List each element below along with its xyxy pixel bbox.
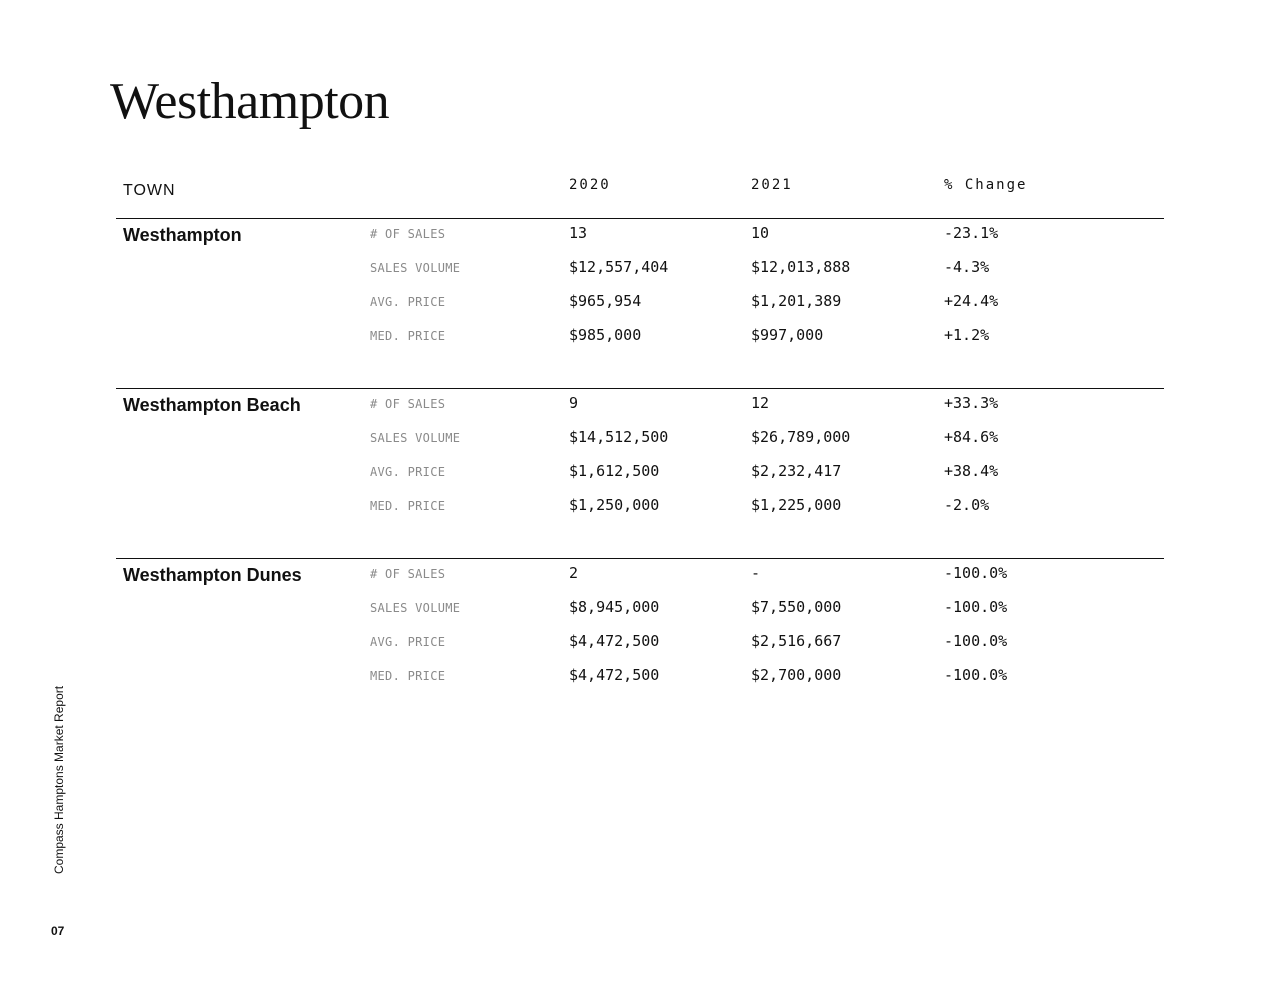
- value-2020: 2: [569, 564, 579, 582]
- table-row: [116, 559, 1164, 593]
- metric-label: MED. PRICE: [370, 499, 446, 513]
- header-town: TOWN: [123, 182, 176, 199]
- value-2020: $4,472,500: [569, 632, 660, 650]
- page-number: 07: [51, 924, 65, 938]
- town-section-westhampton: [116, 218, 1164, 369]
- percent-change: +24.4%: [944, 292, 999, 310]
- value-2020: $985,000: [569, 326, 642, 344]
- value-2020: $1,612,500: [569, 462, 660, 480]
- town-name: Westhampton: [123, 225, 242, 245]
- value-2021: 10: [751, 224, 770, 242]
- metric-label: AVG. PRICE: [370, 635, 446, 649]
- header-percent-change: % Change: [944, 177, 1028, 193]
- value-2020: $8,945,000: [569, 598, 660, 616]
- table-row: [116, 389, 1164, 423]
- percent-change: +84.6%: [944, 428, 999, 446]
- metric-label: SALES VOLUME: [370, 431, 461, 445]
- metric-label: SALES VOLUME: [370, 261, 461, 275]
- page-title: Westhampton: [110, 73, 390, 130]
- town-section-westhampton-dunes: [116, 558, 1164, 709]
- value-2021: $2,700,000: [751, 666, 842, 684]
- percent-change: +33.3%: [944, 394, 999, 412]
- metric-label: MED. PRICE: [370, 329, 446, 343]
- value-2021: 12: [751, 394, 770, 412]
- value-2020: $12,557,404: [569, 258, 669, 276]
- table-row: [116, 287, 1164, 321]
- table-row: [116, 661, 1164, 695]
- metric-label: # OF SALES: [370, 567, 446, 581]
- table-row: [116, 423, 1164, 457]
- percent-change: -100.0%: [944, 598, 1008, 616]
- table-row: [116, 457, 1164, 491]
- value-2020: $1,250,000: [569, 496, 660, 514]
- value-2021: $26,789,000: [751, 428, 851, 446]
- value-2021: $7,550,000: [751, 598, 842, 616]
- value-2020: $4,472,500: [569, 666, 660, 684]
- metric-label: MED. PRICE: [370, 669, 446, 683]
- value-2020: $965,954: [569, 292, 642, 310]
- table-row: [116, 593, 1164, 627]
- header-2020: 2020: [569, 177, 611, 193]
- value-2021: $2,516,667: [751, 632, 842, 650]
- town-name: Westhampton Dunes: [123, 565, 302, 585]
- percent-change: -4.3%: [944, 258, 990, 276]
- table-row: [116, 321, 1164, 355]
- value-2020: $14,512,500: [569, 428, 669, 446]
- percent-change: -100.0%: [944, 564, 1008, 582]
- metric-label: SALES VOLUME: [370, 601, 461, 615]
- header-2021: 2021: [751, 177, 793, 193]
- value-2020: 9: [569, 394, 579, 412]
- percent-change: -2.0%: [944, 496, 990, 514]
- value-2021: $2,232,417: [751, 462, 842, 480]
- value-2021: -: [751, 564, 761, 582]
- value-2021: $12,013,888: [751, 258, 851, 276]
- table-row: [116, 253, 1164, 287]
- percent-change: -23.1%: [944, 224, 999, 242]
- report-side-label: Compass Hamptons Market Report: [52, 685, 66, 874]
- metric-label: AVG. PRICE: [370, 295, 446, 309]
- percent-change: +1.2%: [944, 326, 990, 344]
- town-section-westhampton-beach: [116, 388, 1164, 539]
- value-2021: $1,201,389: [751, 292, 842, 310]
- metric-label: # OF SALES: [370, 227, 446, 241]
- table-header: [0, 0, 1280, 220]
- value-2020: 13: [569, 224, 588, 242]
- metric-label: # OF SALES: [370, 397, 446, 411]
- table-row: [116, 219, 1164, 253]
- value-2021: $1,225,000: [751, 496, 842, 514]
- table-row: [116, 627, 1164, 661]
- percent-change: -100.0%: [944, 632, 1008, 650]
- percent-change: -100.0%: [944, 666, 1008, 684]
- town-name: Westhampton Beach: [123, 395, 301, 415]
- value-2021: $997,000: [751, 326, 824, 344]
- table-row: [116, 491, 1164, 525]
- percent-change: +38.4%: [944, 462, 999, 480]
- metric-label: AVG. PRICE: [370, 465, 446, 479]
